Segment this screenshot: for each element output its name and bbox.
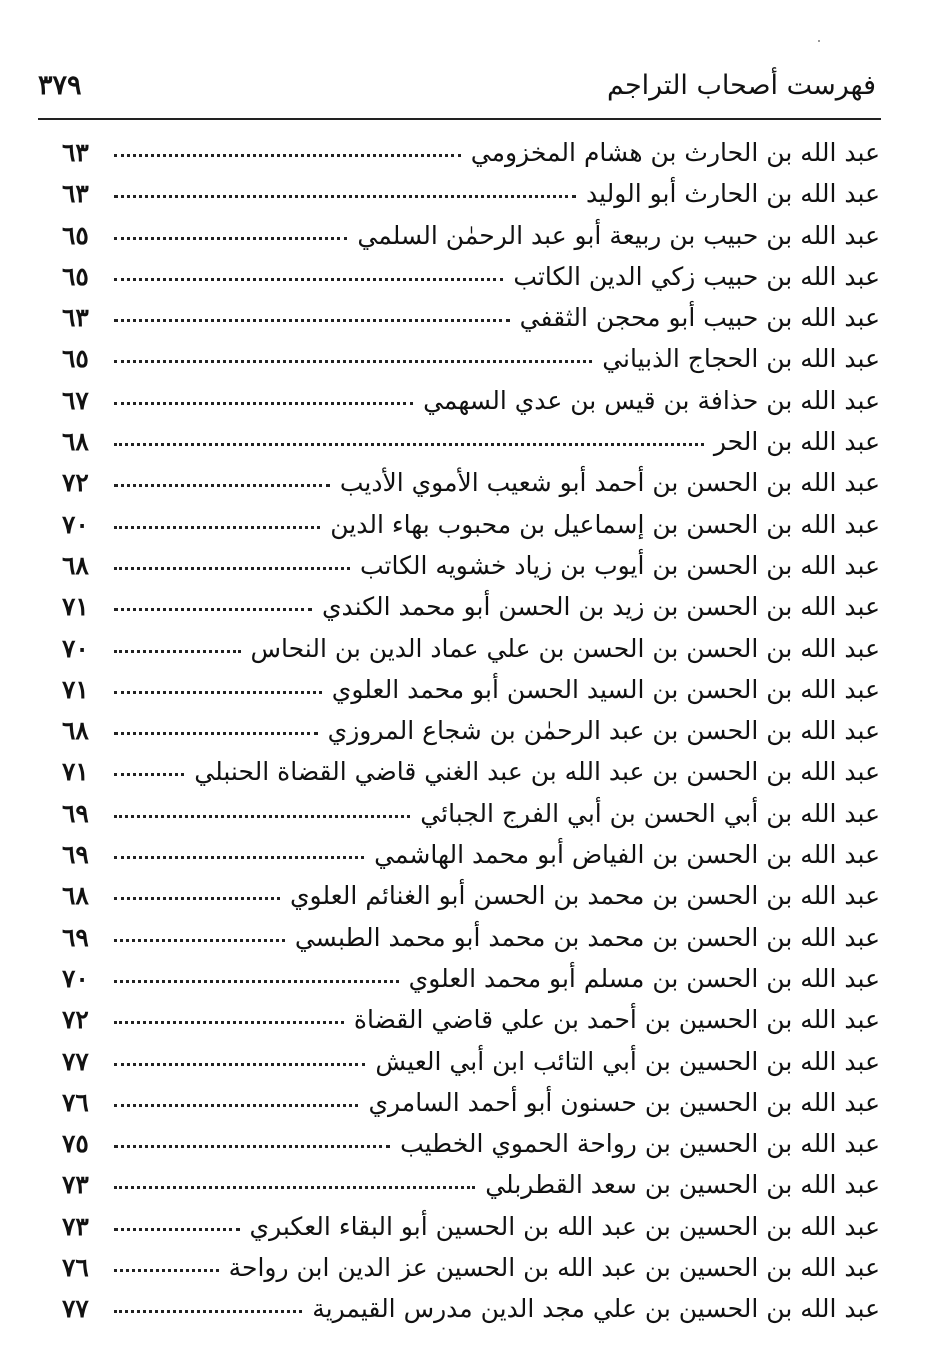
index-entry	[62, 256, 880, 297]
dot-leader	[114, 1021, 344, 1024]
index-entry	[62, 1164, 880, 1205]
entry-page-number: ٦٩	[62, 922, 89, 952]
entry-page-number: ٦٩	[62, 798, 89, 828]
entry-page-number: ٧١	[62, 592, 89, 622]
index-entry	[62, 173, 880, 214]
index-entry	[62, 380, 880, 421]
dot-leader	[114, 154, 461, 157]
index-entry	[62, 132, 880, 173]
index-entry	[62, 834, 880, 875]
index-entry	[62, 793, 880, 834]
page-header	[38, 66, 876, 106]
entry-page-number: ٧٣	[62, 1170, 89, 1200]
running-title: فهرست أصحاب التراجم	[607, 70, 876, 101]
entry-page-number: ٧٠	[62, 633, 89, 663]
entry-name: عبد الله بن الحسن بن محمد بن محمد أبو محمد الطبسي	[294, 922, 880, 952]
index-entry	[62, 215, 880, 256]
index-entry	[62, 1041, 880, 1082]
dot-leader	[114, 278, 503, 281]
index-entry	[62, 1123, 880, 1164]
dot-leader	[114, 1269, 219, 1272]
index-entry	[62, 421, 880, 462]
entry-page-number: ٦٨	[62, 881, 89, 911]
entry-page-number: ٧١	[62, 757, 89, 787]
dot-leader	[114, 1228, 240, 1231]
dot-leader	[114, 402, 413, 405]
entry-name: عبد الله بن الحسين بن أحمد بن علي قاضي القضاة	[353, 1005, 880, 1035]
entry-name: عبد الله بن الحر	[713, 427, 880, 457]
index-entry	[62, 875, 880, 916]
entry-name: عبد الله بن الحسن بن محمد بن الحسن أبو الغنائم العلوي	[289, 881, 880, 911]
dot-leader	[114, 815, 410, 818]
dot-leader	[114, 856, 364, 859]
dot-leader	[114, 980, 399, 983]
index-entry	[62, 545, 880, 586]
index-entry	[62, 297, 880, 338]
dot-leader	[114, 773, 184, 776]
entry-name: عبد الله بن الحارث أبو الوليد	[585, 179, 880, 209]
index-entry	[62, 958, 880, 999]
dot-leader	[114, 360, 592, 363]
dot-leader	[114, 443, 704, 446]
index-entry	[62, 669, 880, 710]
index-entry	[62, 751, 880, 792]
page-number: ٣٧٩	[38, 70, 82, 101]
entry-page-number: ٦٣	[62, 303, 89, 333]
entry-page-number: ٦٣	[62, 138, 89, 167]
dot-leader	[114, 195, 576, 198]
index-entry	[62, 1206, 880, 1247]
dot-leader	[114, 939, 285, 942]
dot-leader	[114, 567, 350, 570]
entry-name: عبد الله بن حبيب بن ربيعة أبو عبد الرحمٰن السلمي	[357, 220, 880, 250]
dot-leader	[114, 1310, 302, 1313]
dot-leader	[114, 608, 312, 611]
dot-leader	[114, 484, 330, 487]
entry-page-number: ٦٨	[62, 716, 89, 746]
entry-page-number: ٧٢	[62, 468, 89, 498]
print-speck	[818, 40, 820, 42]
entry-name: عبد الله بن الحارث بن هشام المخزومي	[470, 138, 880, 167]
entry-name: عبد الله بن الحسين بن حسنون أبو أحمد السامري	[368, 1087, 880, 1117]
entry-page-number: ٦٨	[62, 550, 89, 580]
entry-page-number: ٧٢	[62, 1005, 89, 1035]
entry-page-number: ٧٠	[62, 963, 89, 993]
dot-leader	[114, 732, 318, 735]
dot-leader	[114, 319, 510, 322]
entry-list	[62, 132, 880, 1330]
header-rule	[38, 118, 881, 120]
index-entry	[62, 1247, 880, 1288]
entry-name: عبد الله بن الحسين بن عبد الله بن الحسين عز الدين ابن رواحة	[228, 1253, 880, 1283]
entry-name: عبد الله بن الحسين بن علي مجد الدين مدرس القيمرية	[312, 1294, 880, 1324]
entry-page-number: ٦٥	[62, 261, 89, 291]
entry-page-number: ٧٧	[62, 1294, 89, 1324]
entry-name: عبد الله بن الحسن بن زيد بن الحسن أبو محمد الكندي	[321, 592, 880, 622]
dot-leader	[114, 526, 320, 529]
index-entry	[62, 338, 880, 379]
entry-name: عبد الله بن الحسن بن عبد الله بن عبد الغني قاضي القضاة الحنبلي	[194, 757, 880, 787]
index-entry	[62, 999, 880, 1040]
dot-leader	[114, 1186, 475, 1189]
index-entry	[62, 917, 880, 958]
index-entry	[62, 586, 880, 627]
entry-name: عبد الله بن أبي الحسن بن أبي الفرج الجبائي	[420, 798, 880, 828]
entry-page-number: ٧٦	[62, 1253, 89, 1283]
entry-name: عبد الله بن الحسن بن الحسن بن علي عماد الدين بن النحاس	[250, 633, 880, 663]
entry-name: عبد الله بن حذافة بن قيس بن عدي السهمي	[423, 385, 880, 415]
entry-name: عبد الله بن الحسن بن أحمد أبو شعيب الأموي الأديب	[339, 468, 880, 498]
entry-name: عبد الله بن الحسن بن عبد الرحمٰن بن شجاع المروزي	[327, 716, 880, 746]
entry-name: عبد الله بن الحسن بن مسلم أبو محمد العلوي	[408, 963, 880, 993]
entry-page-number: ٧٥	[62, 1129, 89, 1159]
dot-leader	[114, 1145, 390, 1148]
entry-page-number: ٦٣	[62, 179, 89, 209]
entry-name: عبد الله بن حبيب أبو محجن الثقفي	[519, 303, 880, 333]
dot-leader	[114, 1063, 365, 1066]
entry-name: عبد الله بن الحسين بن سعد القطربلي	[485, 1170, 880, 1200]
entry-page-number: ٧٣	[62, 1211, 89, 1241]
entry-name: عبد الله بن الحسن بن الفياض أبو محمد الهاشمي	[374, 840, 880, 870]
entry-page-number: ٧١	[62, 674, 89, 704]
dot-leader	[114, 650, 241, 653]
entry-name: عبد الله بن الحجاج الذبياني	[602, 344, 880, 374]
entry-page-number: ٦٨	[62, 427, 89, 457]
entry-page-number: ٦٥	[62, 344, 89, 374]
index-entry	[62, 628, 880, 669]
entry-page-number: ٦٥	[62, 220, 89, 250]
entry-page-number: ٧٠	[62, 509, 89, 539]
entry-name: عبد الله بن الحسين بن رواحة الحموي الخطيب	[400, 1129, 880, 1159]
entry-page-number: ٧٦	[62, 1087, 89, 1117]
dot-leader	[114, 1104, 358, 1107]
dot-leader	[114, 691, 322, 694]
index-entry	[62, 1082, 880, 1123]
entry-name: عبد الله بن الحسين بن أبي التائب ابن أبي العيش	[375, 1046, 880, 1076]
dot-leader	[114, 897, 280, 900]
entry-page-number: ٦٩	[62, 840, 89, 870]
dot-leader	[114, 237, 347, 240]
entry-page-number: ٧٧	[62, 1046, 89, 1076]
entry-name: عبد الله بن الحسن بن أيوب بن زياد خشويه الكاتب	[359, 550, 880, 580]
index-entry	[62, 1288, 880, 1329]
entry-name: عبد الله بن الحسين بن عبد الله بن الحسين أبو البقاء العكبري	[249, 1211, 880, 1241]
entry-name: عبد الله بن الحسن بن إسماعيل بن محبوب بهاء الدين	[330, 509, 880, 539]
index-entry	[62, 504, 880, 545]
entry-name: عبد الله بن حبيب زكي الدين الكاتب	[513, 261, 880, 291]
index-entry	[62, 710, 880, 751]
entry-name: عبد الله بن الحسن بن السيد الحسن أبو محمد العلوي	[331, 674, 880, 704]
entry-page-number: ٦٧	[62, 385, 89, 415]
index-entry	[62, 462, 880, 503]
